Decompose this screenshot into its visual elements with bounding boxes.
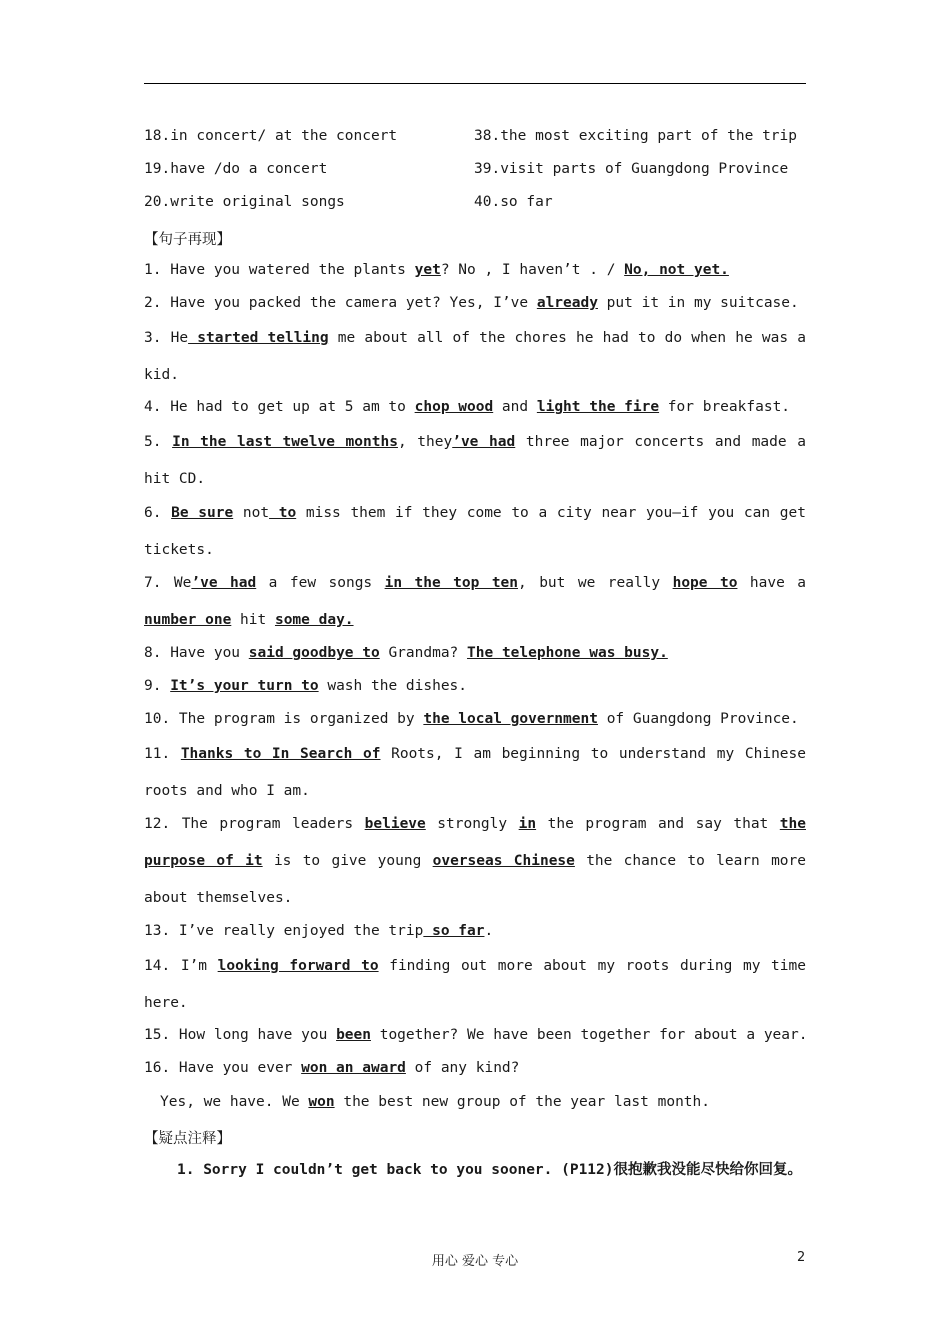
page-number: 2 [797, 1250, 806, 1265]
sentence-4: 4. He had to get up at 5 am to chop wood and light the fire for breakfast. [144, 399, 791, 415]
header-rule [144, 83, 806, 84]
sentence-6: 6. Be sure not to miss them if they come to a city near you—if you can get tickets. [144, 505, 806, 558]
phrase-20: 20.write original songs [144, 194, 345, 210]
sentence-3: 3. He started telling me about all of the chores he had to do when he was a kid. [144, 330, 806, 383]
phrase-38: 38.the most exciting part of the trip [474, 128, 798, 144]
phrase-18: 18.in concert/ at the concert [144, 128, 398, 144]
sentence-9: 9. It’s your turn to wash the dishes. [144, 678, 468, 694]
section-title-notes: 【疑点注释】 [144, 1131, 231, 1147]
sentence-16: 16. Have you ever won an award of any kind? [144, 1060, 520, 1076]
sentence-16-answer: Yes, we have. We won the best new group of the year last month. [160, 1094, 710, 1110]
page-footer: 用心 爱心 专心 [431, 1254, 519, 1269]
sentence-15: 15. How long have you been together? We have been together for about a year. [144, 1027, 808, 1043]
sentence-13: 13. I’ve really enjoyed the trip so far. [144, 923, 494, 939]
sentence-14: 14. I’m looking forward to finding out more about my roots during my time here. [144, 958, 806, 1011]
sentence-8: 8. Have you said goodbye to Grandma? The telephone was busy. [144, 645, 668, 661]
sentence-5: 5. In the last twelve months, they’ve had three major concerts and made a hit CD. [144, 434, 806, 487]
section-title-sentences: 【句子再现】 [144, 232, 231, 248]
sentence-10: 10. The program is organized by the local government of Guangdong Province. [144, 711, 799, 727]
sentence-1: 1. Have you watered the plants yet? No , I haven’t . / No, not yet. [144, 262, 729, 278]
sentence-12: 12. The program leaders believe strongly in the program and say that the purpose of it is to give young overseas Chinese the chance to learn more about themselves. [144, 816, 806, 906]
phrase-39: 39.visit parts of Guangdong Province [474, 161, 789, 177]
phrase-40: 40.so far [474, 194, 553, 210]
sentence-2: 2. Have you packed the camera yet? Yes, I’ve already put it in my suitcase. [144, 295, 799, 311]
note-1: 1. Sorry I couldn’t get back to you sooner. (P112)很抱歉我没能尽快给你回复。 [177, 1162, 802, 1178]
sentence-7: 7. We’ve had a few songs in the top ten, but we really hope to have a number one hit some day. [144, 575, 806, 628]
sentence-11: 11. Thanks to In Search of Roots, I am beginning to understand my Chinese roots and who I am. [144, 746, 806, 799]
phrase-19: 19.have /do a concert [144, 161, 328, 177]
